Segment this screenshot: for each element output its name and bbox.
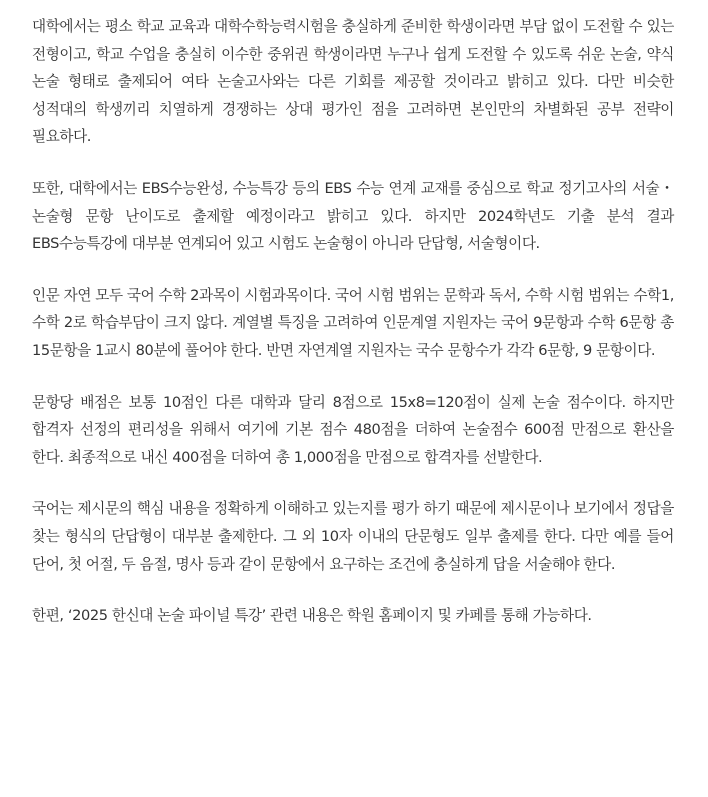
article-paragraph: 대학에서는 평소 학교 교육과 대학수학능력시험을 충실하게 준비한 학생이라면 부담 없이 도전할 수 있는 전형이고, 학교 수업을 충실히 이수한 중위권 학생이라면 누구나 쉽게 도전할 수 있도록 쉬운 논술, 약식 논술 형태로 출제되어 여타 논술고사와는 다른 기회를 제공할 것이라고 밝히고 있다. 다만 비슷한 성적대의 학생끼리 치열하게 경쟁하는 상대 평가인 점을 고려하면 본인만의 차별화된 공부 전략이 필요하다. <box>32 18 674 146</box>
article-paragraph: 한편, ‘2025 한신대 논술 파이널 특강’ 관련 내용은 학원 홈페이지 및 카페를 통해 가능하다. <box>32 607 592 625</box>
article-paragraph: 인문 자연 모두 국어 수학 2과목이 시험과목이다. 국어 시험 범위는 문학과 독서, 수학 시험 범위는 수학1, 수학 2로 학습부담이 크지 않다. 계열별 특징을 고려하여 인문계열 지원자는 국어 9문항과 수학 6문항 총 15문항을 1교시 80분에 풀어야 한다. 반면 자연계열 지원자는 국수 문항수가 각각 6문항, 9 문항이다. <box>32 286 674 359</box>
article-paragraph: 문항당 배점은 보통 10점인 다른 대학과 달리 8점으로 15x8=120점이 실제 논술 점수이다. 하지만 합격자 선정의 편리성을 위해서 여기에 기본 점수 480점을 더하여 논술점수 600점 만점으로 환산을 한다. 최종적으로 내신 400점을 더하여 총 1,000점을 만점으로 합격자를 선발한다. <box>32 393 674 466</box>
article-body <box>32 13 674 630</box>
article-paragraph: 또한, 대학에서는 EBS수능완성, 수능특강 등의 EBS 수능 연계 교재를 중심으로 학교 정기고사의 서술・논술형 문항 난이도로 출제할 예정이라고 밝히고 있다. 하지만 2024학년도 기출 분석 결과 EBS수능특강에 대부분 연계되어 있고 시험도 논술형이 아니라 단답형, 서술형이다. <box>32 179 674 253</box>
article-paragraph: 국어는 제시문의 핵심 내용을 정확하게 이해하고 있는지를 평가 하기 때문에 제시문이나 보기에서 정답을 찾는 형식의 단답형이 대부분 출제한다. 그 외 10자 이내의 단문형도 일부 출제를 한다. 다만 예를 들어 단어, 첫 어절, 두 음절, 명사 등과 같이 문항에서 요구하는 조건에 충실하게 답을 서술해야 한다. <box>32 500 674 573</box>
